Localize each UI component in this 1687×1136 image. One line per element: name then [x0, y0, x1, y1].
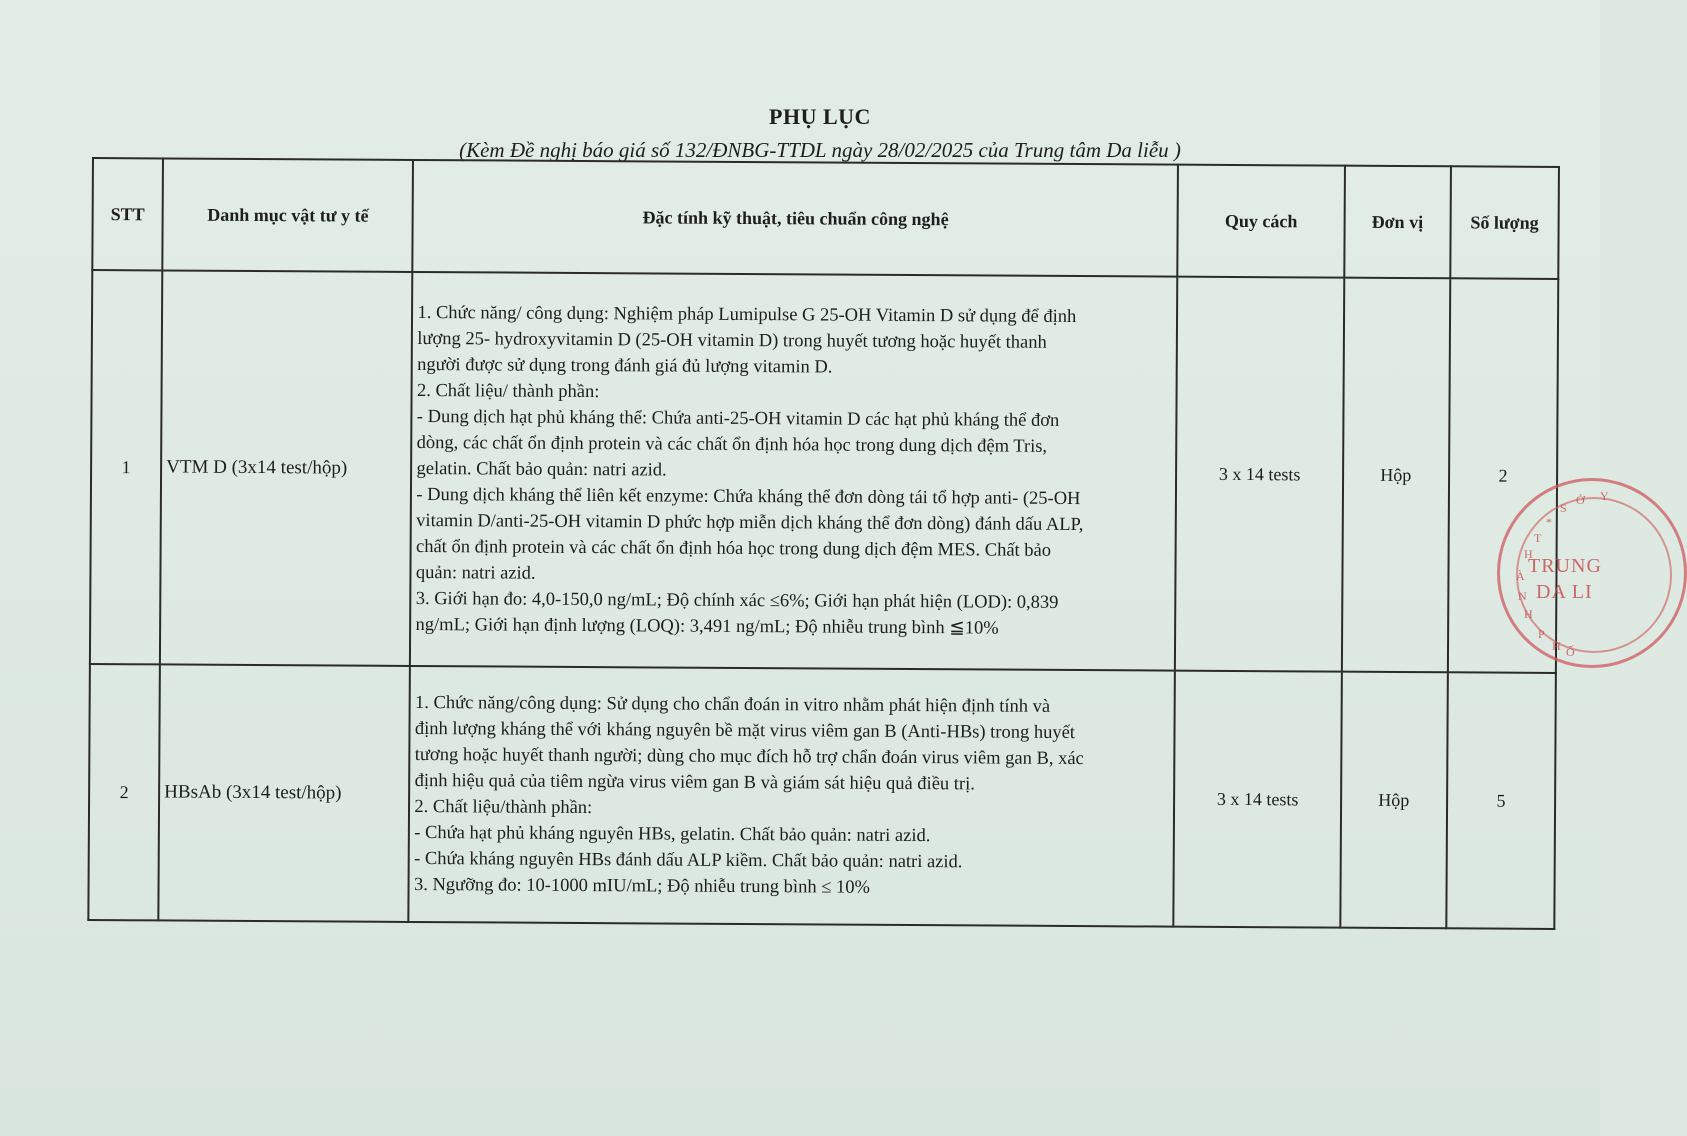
seal-ring-char: T: [1534, 531, 1542, 545]
spec-line: gelatin. Chất bảo quản: natri azid.: [416, 458, 667, 481]
row-spec: [410, 272, 1177, 671]
table-row: [88, 664, 1556, 929]
row-unit: Hộp: [1342, 278, 1451, 673]
spec-line: 2. Chất liệu/thành phần:: [414, 796, 593, 819]
row-name: HBsAb (3x14 test/hộp): [158, 664, 410, 922]
header-unit: Đơn vị: [1344, 166, 1451, 279]
spec-line: 3. Ngưỡng đo: 10-1000 mIU/mL; Độ nhiễu trung bình ≤ 10%: [413, 874, 870, 898]
spec-line: lượng 25- hydroxyvitamin D (25-OH vitamin D) trong huyết tương hoặc huyết thanh: [417, 328, 1047, 353]
spec-line: dòng, các chất ổn định protein và các chất ổn định hóa học trong dung dịch đệm Tris,: [416, 432, 1048, 457]
official-seal-stamp: [1497, 478, 1687, 668]
seal-ring-char: H: [1524, 607, 1533, 621]
table-header-row: [92, 158, 1559, 279]
row-spec: [409, 666, 1176, 927]
row-stt: 2: [88, 664, 160, 920]
annex-table: [87, 157, 1560, 930]
seal-ring-char: S: [1560, 501, 1567, 515]
row-qty: 5: [1446, 672, 1556, 929]
header-name: Danh mục vật tư y tế: [162, 158, 413, 272]
table-row: [90, 270, 1558, 673]
spec-line: - Dung dịch kháng thể liên kết enzyme: Chứa kháng thể đơn dòng tái tổ hợp anti- (25-OH: [416, 484, 1081, 510]
seal-ring-char: Ở: [1576, 493, 1585, 507]
spec-line: quản: natri azid.: [415, 562, 536, 584]
spec-line: định lượng kháng thể với kháng nguyên bề mặt virus viêm gan B (Anti-HBs) trong huyết: [414, 718, 1076, 744]
spec-line: ng/mL; Giới hạn định lượng (LOQ): 3,491 ng/mL; Độ nhiễu trung bình ≦10%: [415, 614, 999, 639]
row-stt: 1: [90, 270, 162, 664]
seal-ring-char: Y: [1600, 489, 1609, 503]
header-qty: Số lượng: [1450, 166, 1559, 279]
seal-ring-char: À: [1516, 569, 1525, 583]
row-pack: 3 x 14 tests: [1175, 277, 1344, 672]
spec-line: 2. Chất liệu/ thành phần:: [416, 380, 600, 403]
seal-ring-char: *: [1546, 515, 1552, 529]
header-pack: Quy cách: [1178, 165, 1345, 278]
seal-ring-char: Ố: [1566, 645, 1575, 659]
seal-ring-char: H: [1524, 547, 1533, 561]
spec-line: 1. Chức năng/ công dụng: Nghiệm pháp Lumipulse G 25-OH Vitamin D sử dụng để định: [417, 302, 1077, 328]
spec-line: vitamin D/anti-25-OH vitamin D phức hợp miễn dịch kháng thể đơn dòng) đánh dấu ALP,: [416, 510, 1084, 536]
seal-ring-char: P: [1538, 627, 1545, 641]
spec-line: - Chứa kháng nguyên HBs đánh dấu ALP kiềm. Chất bảo quản: natri azid.: [414, 848, 963, 873]
row-qty: 2: [1448, 278, 1559, 673]
seal-text-line1: TRUNG: [1528, 555, 1602, 577]
page-title: PHỤ LỤC: [769, 104, 871, 129]
spec-line: 1. Chức năng/công dụng: Sử dụng cho chẩn đoán in vitro nhằm phát hiện định tính và: [415, 692, 1051, 717]
spec-line: chất ổn định protein và các chất ổn định hóa học trong dung dịch đệm MES. Chất bảo: [415, 536, 1052, 561]
row-pack: 3 x 14 tests: [1174, 671, 1342, 928]
spec-line: người được sử dụng trong đánh giá đủ lượng vitamin D.: [417, 354, 833, 378]
spec-line: định hiệu quả của tiêm ngừa virus viêm gan B và giám sát hiệu quả điều trị.: [414, 770, 975, 795]
row-unit: Hộp: [1340, 672, 1448, 929]
header-spec: Đặc tính kỹ thuật, tiêu chuẩn công nghệ: [413, 160, 1179, 277]
seal-ring-char: N: [1518, 589, 1527, 603]
header-stt: STT: [92, 158, 163, 270]
seal-ring-char: H: [1552, 639, 1561, 653]
seal-text-line2: DA LI: [1536, 581, 1593, 603]
spec-line: 3. Giới hạn đo: 4,0-150,0 ng/mL; Độ chính xác ≤6%; Giới hạn phát hiện (LOD): 0,839: [415, 588, 1059, 613]
spec-line: - Dung dịch hạt phủ kháng thể: Chứa anti-25-OH vitamin D các hạt phủ kháng thể đơn: [416, 406, 1060, 431]
page-subtitle: (Kèm Đề nghị báo giá số 132/ĐNBG-TTDL ngày 28/02/2025 của Trung tâm Da liễu ): [459, 138, 1181, 162]
spec-line: - Chứa hạt phủ kháng nguyên HBs, gelatin. Chất bảo quản: natri azid.: [414, 822, 931, 847]
spec-line: tương hoặc huyết thanh người; dùng cho mục đích hỗ trợ chẩn đoán virus viêm gan B, xác: [414, 744, 1084, 770]
row-name: VTM D (3x14 test/hộp): [160, 270, 413, 666]
